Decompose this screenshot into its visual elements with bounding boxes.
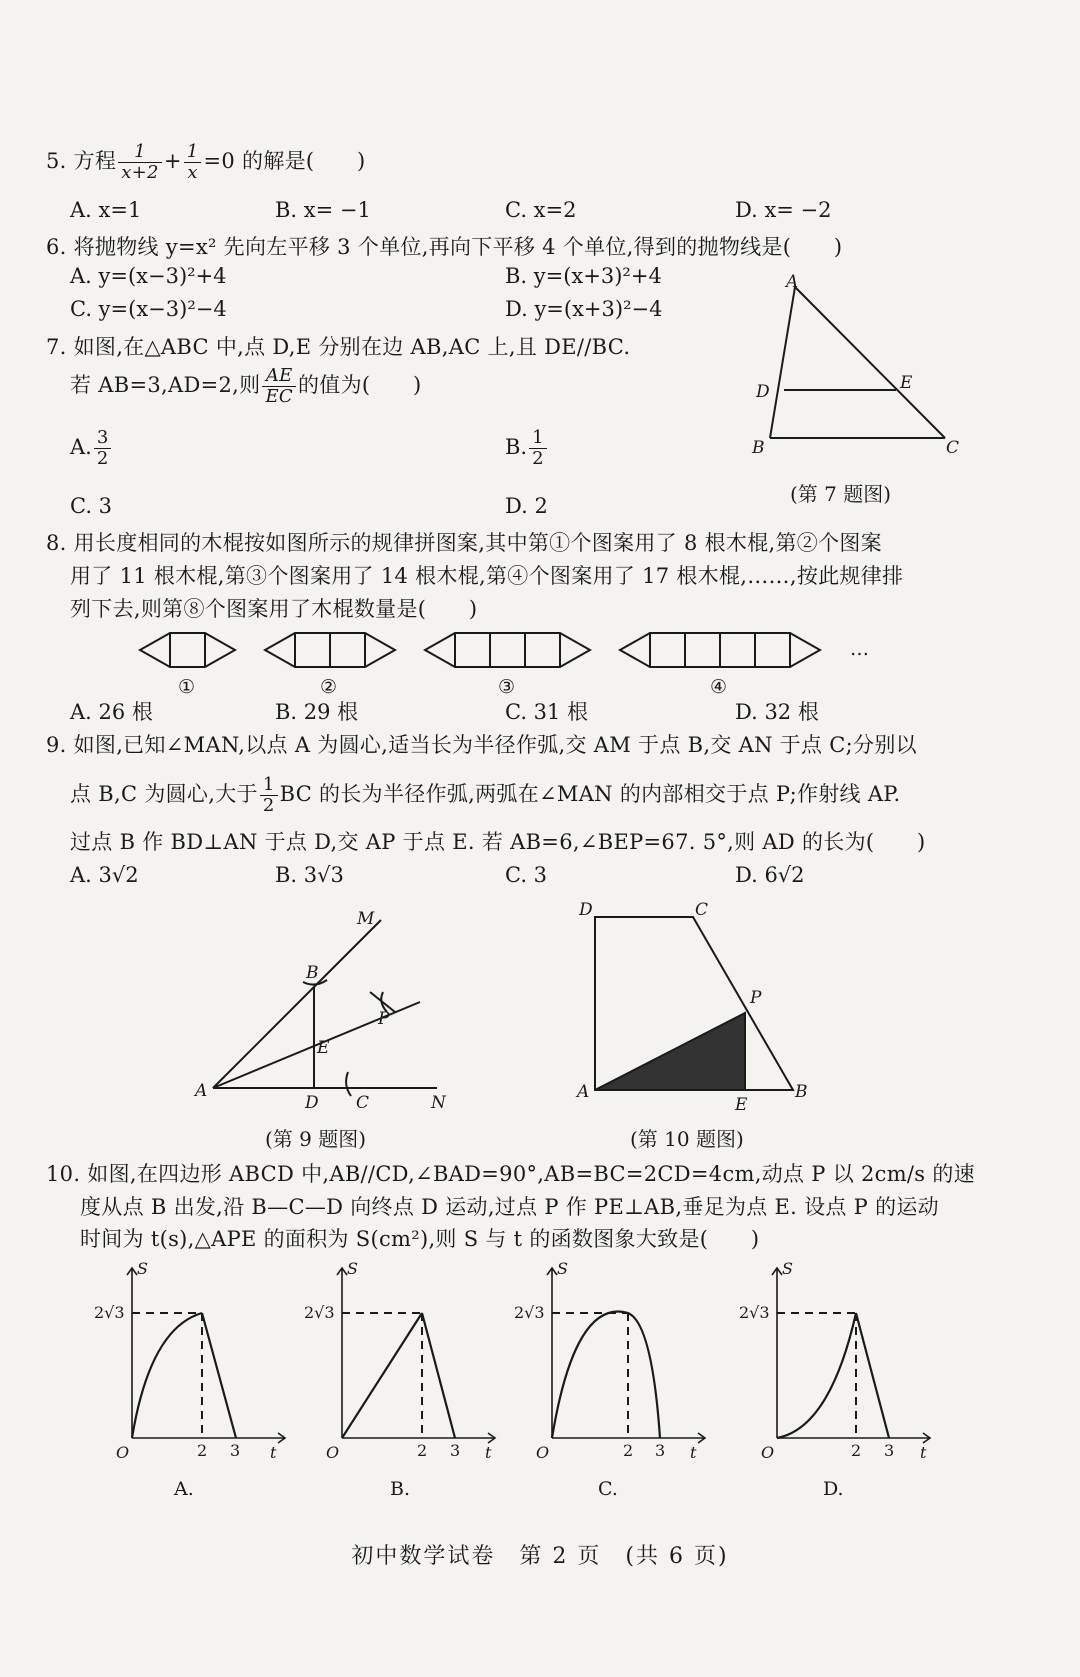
q7-triangle-figure — [740, 272, 970, 460]
q10-graph-c — [500, 1258, 720, 1500]
q7-stem-line1: 7. 如图,在△ABC 中,点 D,E 分别在边 AB,AC 上,且 DE//BC. — [46, 335, 631, 359]
q9-option-d: D. 6√2 — [735, 863, 805, 887]
q10-graph-d-x-tick-2: 2 — [851, 1441, 862, 1460]
q8-pattern-label-1: ① — [178, 676, 196, 698]
q10-graph-b-line-rise — [342, 1313, 422, 1438]
q6-option-c: C. y=(x−3)²−4 — [70, 297, 227, 321]
q7-option-a — [70, 428, 113, 469]
q7-option-a-label: A. — [70, 434, 92, 459]
page-footer: 初中数学试卷 第 2 页 (共 6 页) — [351, 1544, 729, 1569]
q9-caption: (第 9 题图) — [265, 1127, 367, 1151]
q8-stem-line2: 用了 11 根木棍,第③个图案用了 14 根木棍,第④个图案用了 17 根木棍,……,按此规律排 — [70, 564, 904, 588]
q10-graph-d-option-label: D. — [823, 1478, 844, 1500]
q5-suffix: =0 的解是( ) — [203, 148, 366, 173]
q10-label-e: E — [735, 1095, 748, 1115]
q10-label-a: A — [577, 1082, 590, 1102]
q10-label-d: D — [579, 900, 593, 920]
q9-label-e: E — [317, 1038, 330, 1058]
q10-graph-a-curve — [132, 1313, 202, 1438]
q10-graph-a-y-tick: 2√3 — [94, 1303, 125, 1322]
q8-pattern-4 — [620, 633, 820, 667]
q9-label-n: N — [431, 1093, 446, 1113]
q5-stem — [46, 142, 366, 183]
q7-option-a-den: 2 — [96, 447, 109, 469]
q8-option-b: B. 29 根 — [275, 700, 359, 724]
q8-stem-line3: 列下去,则第⑧个图案用了木棍数量是( ) — [70, 597, 478, 621]
q9-stem-line2 — [70, 775, 900, 816]
q7-option-b-num: 1 — [529, 428, 546, 449]
q10-label-p: P — [750, 988, 762, 1008]
q5-fraction-2 — [184, 142, 202, 183]
q7-side-ab — [770, 287, 795, 438]
q10-graph-a — [80, 1258, 300, 1500]
q7-option-d: D. 2 — [505, 494, 548, 518]
q7-label-c: C — [946, 438, 960, 458]
q5-fraction-1 — [118, 142, 162, 183]
q6-stem: 6. 将抛物线 y=x² 先向左平移 3 个单位,再向下平移 4 个单位,得到的抛物线是( ) — [46, 235, 843, 259]
q7-frac-num: AE — [262, 366, 296, 387]
q10-graph-c-x-tick-2: 2 — [623, 1441, 634, 1460]
q10-graph-a-origin: O — [116, 1443, 130, 1462]
q5-option-b: B. x= −1 — [275, 198, 371, 222]
q7-frac-den: EC — [265, 385, 293, 407]
q9-arc-c — [346, 1072, 351, 1096]
q5-option-a: A. x=1 — [70, 198, 142, 222]
q10-graph-a-option-label: A. — [174, 1478, 194, 1500]
q10-graph-d — [725, 1258, 945, 1500]
q10-graph-c-y-label: S — [557, 1259, 568, 1278]
q10-graph-c-x-tick-3: 3 — [655, 1441, 666, 1460]
q10-graph-c-curve — [552, 1312, 660, 1438]
q10-graph-c-origin: O — [536, 1443, 550, 1462]
q8-stem-line1: 8. 用长度相同的木棍按如图所示的规律拼图案,其中第①个图案用了 8 根木棍,第②个图案 — [46, 531, 882, 555]
q10-graph-a-x-tick-2: 2 — [197, 1441, 208, 1460]
q9-frac-den: 2 — [262, 794, 275, 816]
q10-label-c: C — [695, 900, 709, 920]
q7-side-ac — [795, 287, 945, 438]
q5-frac1-num: 1 — [118, 142, 162, 163]
q10-graph-a-x-tick-3: 3 — [230, 1441, 241, 1460]
q7-stem2-prefix: 若 AB=3,AD=2,则 — [70, 372, 261, 397]
q7-stem2-suffix: 的值为( ) — [297, 372, 422, 397]
q10-graph-d-curve — [777, 1313, 856, 1438]
q7-option-b-fraction — [529, 428, 546, 469]
q10-graph-b — [290, 1258, 510, 1500]
q7-caption: (第 7 题图) — [790, 482, 892, 506]
q10-caption: (第 10 题图) — [630, 1127, 744, 1151]
q9-label-a: A — [195, 1081, 208, 1101]
q10-label-b: B — [795, 1082, 808, 1102]
q10-graph-d-y-tick: 2√3 — [739, 1303, 770, 1322]
q10-stem-line3: 时间为 t(s),△APE 的面积为 S(cm²),则 S 与 t 的函数图象大致是( ) — [80, 1227, 760, 1251]
q9-stem-line1: 9. 如图,已知∠MAN,以点 A 为圆心,适当长为半径作弧,交 AM 于点 B,交 AN 于点 C;分别以 — [46, 733, 917, 757]
q7-option-c: C. 3 — [70, 494, 113, 518]
q8-pattern-label-4: ④ — [710, 676, 728, 698]
q10-graph-a-y-label: S — [137, 1259, 148, 1278]
q10-graph-c-y-tick: 2√3 — [514, 1303, 545, 1322]
q10-graph-d-x-label: t — [920, 1443, 927, 1462]
q8-pattern-label-3: ③ — [498, 676, 516, 698]
q9-option-c: C. 3 — [505, 863, 548, 887]
q10-graph-b-y-tick: 2√3 — [304, 1303, 335, 1322]
q10-graph-b-origin: O — [326, 1443, 340, 1462]
q7-stem-line2 — [70, 366, 421, 407]
q8-stick-patterns — [130, 625, 890, 700]
q9-label-b: B — [306, 963, 319, 983]
q10-stem-line1: 10. 如图,在四边形 ABCD 中,AB//CD,∠BAD=90°,AB=BC=2CD=4cm,动点 P 以 2cm/s 的速 — [46, 1162, 975, 1186]
q7-label-d: D — [756, 382, 770, 402]
q8-pattern-label-2: ② — [320, 676, 338, 698]
q10-graph-b-x-tick-3: 3 — [450, 1441, 461, 1460]
q9-option-b: B. 3√3 — [275, 863, 344, 887]
q5-option-d: D. x= −2 — [735, 198, 832, 222]
q5-option-c: C. x=2 — [505, 198, 577, 222]
q8-pattern-1 — [140, 633, 235, 667]
q9-frac-num: 1 — [260, 775, 278, 796]
q10-graph-b-x-label: t — [485, 1443, 492, 1462]
q9-label-p: P — [378, 1009, 390, 1029]
q5-frac2-den: x — [187, 161, 198, 183]
q10-graph-d-origin: O — [761, 1443, 775, 1462]
q10-graph-d-y-label: S — [782, 1259, 793, 1278]
q9-stem2-suffix: BC 的长为半径作弧,两弧在∠MAN 的内部相交于点 P;作射线 AP. — [279, 781, 901, 806]
q9-label-c: C — [356, 1093, 370, 1113]
q10-graph-b-x-tick-2: 2 — [417, 1441, 428, 1460]
q7-option-b-label: B. — [505, 434, 528, 459]
q8-pattern-2 — [265, 633, 395, 667]
q10-graph-d-x-tick-3: 3 — [884, 1441, 895, 1460]
q8-option-d: D. 32 根 — [735, 700, 819, 724]
q9-ray-am — [213, 920, 381, 1088]
q10-graph-c-x-label: t — [690, 1443, 697, 1462]
q7-option-b — [505, 428, 549, 469]
q7-label-a: A — [786, 272, 799, 292]
q10-stem-line2: 度从点 B 出发,沿 B—C—D 向终点 D 运动,过点 P 作 PE⊥AB,垂足为点 E. 设点 P 的运动 — [80, 1195, 939, 1219]
q6-option-b: B. y=(x+3)²+4 — [505, 264, 662, 288]
q9-stem2-prefix: 点 B,C 为圆心,大于 — [70, 781, 258, 806]
q10-graph-c-option-label: C. — [598, 1478, 618, 1500]
q9-label-m: M — [357, 909, 375, 929]
q9-stem-line3: 过点 B 作 BD⊥AN 于点 D,交 AP 于点 E. 若 AB=6,∠BEP=67. 5°,则 AD 的长为( ) — [70, 830, 926, 854]
q5-frac1-den: x+2 — [121, 161, 159, 183]
q7-option-a-fraction — [94, 428, 111, 469]
q9-option-a: A. 3√2 — [70, 863, 139, 887]
q10-graph-a-x-label: t — [270, 1443, 277, 1462]
q7-option-b-den: 2 — [532, 447, 544, 469]
q5-prefix: 5. 方程 — [46, 148, 117, 173]
q8-option-a: A. 26 根 — [70, 700, 153, 724]
q9-fraction — [260, 775, 278, 816]
q7-label-e: E — [900, 373, 913, 393]
q7-label-b: B — [752, 438, 765, 458]
q7-fraction — [262, 366, 296, 407]
q8-option-c: C. 31 根 — [505, 700, 589, 724]
q5-frac2-num: 1 — [184, 142, 202, 163]
q10-graph-b-option-label: B. — [390, 1478, 411, 1500]
q9-construction-figure — [195, 900, 460, 1115]
q6-option-d: D. y=(x+3)²−4 — [505, 297, 663, 321]
q9-label-d: D — [305, 1093, 319, 1113]
q5-plus: + — [163, 148, 182, 173]
q10-quadrilateral-figure — [575, 895, 815, 1115]
q8-ellipsis: … — [850, 638, 869, 660]
q7-option-a-num: 3 — [94, 428, 111, 449]
q6-option-a: A. y=(x−3)²+4 — [70, 264, 227, 288]
q10-graph-b-y-label: S — [347, 1259, 358, 1278]
q8-pattern-3 — [425, 633, 590, 667]
q10-shaded-triangle-ape — [595, 1013, 745, 1090]
